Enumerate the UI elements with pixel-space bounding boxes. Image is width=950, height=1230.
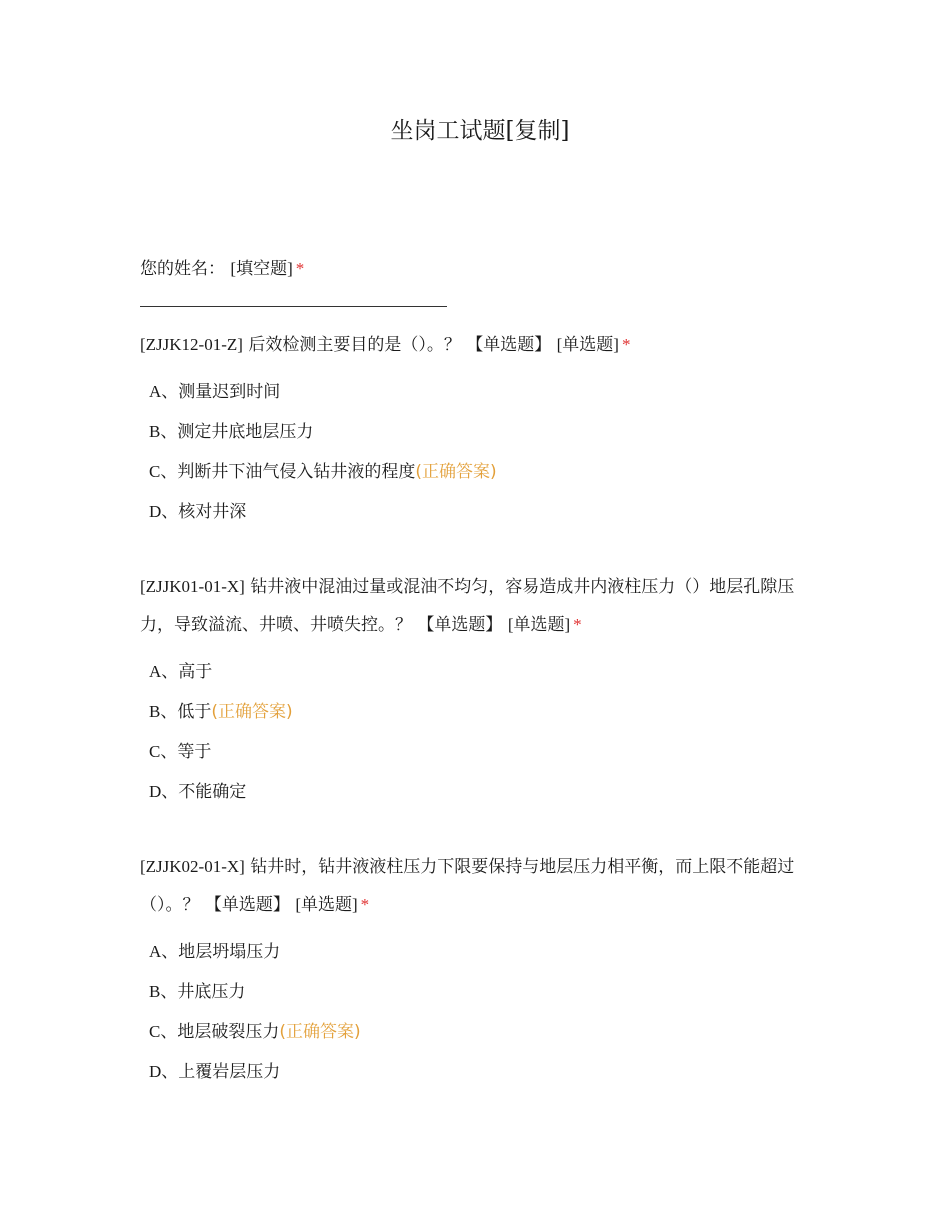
option-letter: D、 [149, 502, 179, 521]
option-list [140, 372, 820, 532]
option-letter: C、 [149, 1022, 178, 1041]
question-body: 钻井时，钻井液液柱压力下限要保持与地层压力相平衡，而上限不能超过（）。？ 【单选题】 [140, 857, 795, 915]
name-question [140, 250, 820, 288]
question-text [140, 326, 820, 364]
question-1 [140, 326, 820, 532]
correct-answer-note: (正确答案) [279, 1022, 361, 1042]
required-mark: * [621, 335, 631, 354]
option-list [140, 652, 820, 812]
option-d[interactable] [149, 772, 820, 812]
option-a[interactable] [149, 652, 820, 692]
option-text: 地层坍塌压力 [178, 942, 281, 962]
option-d[interactable] [149, 492, 820, 532]
question-code: [ZJJK01-01-X] [140, 577, 245, 596]
option-text: 测量迟到时间 [178, 382, 281, 402]
option-c[interactable] [149, 732, 820, 772]
option-text: 低于 [177, 702, 212, 722]
option-text: 等于 [177, 742, 212, 762]
option-letter: B、 [149, 982, 178, 1001]
option-letter: C、 [149, 462, 178, 481]
required-mark: * [295, 259, 305, 278]
name-question-line [140, 250, 820, 288]
question-type-tag: [单选题] [556, 335, 619, 354]
required-mark: * [573, 615, 582, 634]
name-label: 您的姓名： [140, 259, 225, 279]
option-letter: A、 [149, 942, 179, 961]
option-text: 核对井深 [178, 502, 247, 522]
option-text: 地层破裂压力 [177, 1022, 280, 1042]
option-b[interactable] [149, 972, 820, 1012]
question-type-tag: [单选题] [507, 615, 571, 634]
question-text [140, 568, 820, 644]
question-type-tag: [单选题] [295, 895, 358, 914]
option-letter: A、 [149, 382, 179, 401]
option-b[interactable] [149, 692, 820, 732]
question-code: [ZJJK02-01-X] [140, 857, 245, 876]
question-body: 钻井液中混油过量或混油不均匀，容易造成井内液柱压力（）地层孔隙压力，导致溢流、井喷、井喷失控。？ 【单选题】 [140, 577, 795, 635]
option-letter: A、 [149, 662, 179, 681]
option-a[interactable] [149, 932, 820, 972]
required-mark: * [360, 895, 370, 914]
option-d[interactable] [149, 1052, 820, 1092]
option-text: 判断井下油气侵入钻井液的程度 [177, 462, 416, 482]
question-type-tag: [填空题] [230, 259, 293, 278]
name-input-line[interactable] [140, 306, 447, 307]
option-text: 不能确定 [178, 782, 247, 802]
question-text [140, 848, 820, 924]
option-letter: B、 [149, 702, 178, 721]
option-text: 井底压力 [177, 982, 246, 1002]
option-c[interactable] [149, 1012, 820, 1052]
option-text: 高于 [178, 662, 213, 682]
question-code: [ZJJK12-01-Z] [140, 335, 243, 354]
question-2 [140, 568, 820, 812]
option-letter: B、 [149, 422, 178, 441]
option-list [140, 932, 820, 1092]
question-3 [140, 848, 820, 1092]
option-text: 测定井底地层压力 [177, 422, 314, 442]
page-title: 坐岗工试题[复制] [390, 118, 570, 144]
question-body: 后效检测主要目的是（）。？ 【单选题】 [248, 335, 552, 355]
correct-answer-note: (正确答案) [415, 462, 497, 482]
option-c[interactable] [149, 452, 820, 492]
option-b[interactable] [149, 412, 820, 452]
option-text: 上覆岩层压力 [178, 1062, 281, 1082]
correct-answer-note: (正确答案) [211, 702, 293, 722]
option-letter: D、 [149, 782, 179, 801]
option-a[interactable] [149, 372, 820, 412]
option-letter: D、 [149, 1062, 179, 1081]
option-letter: C、 [149, 742, 178, 761]
